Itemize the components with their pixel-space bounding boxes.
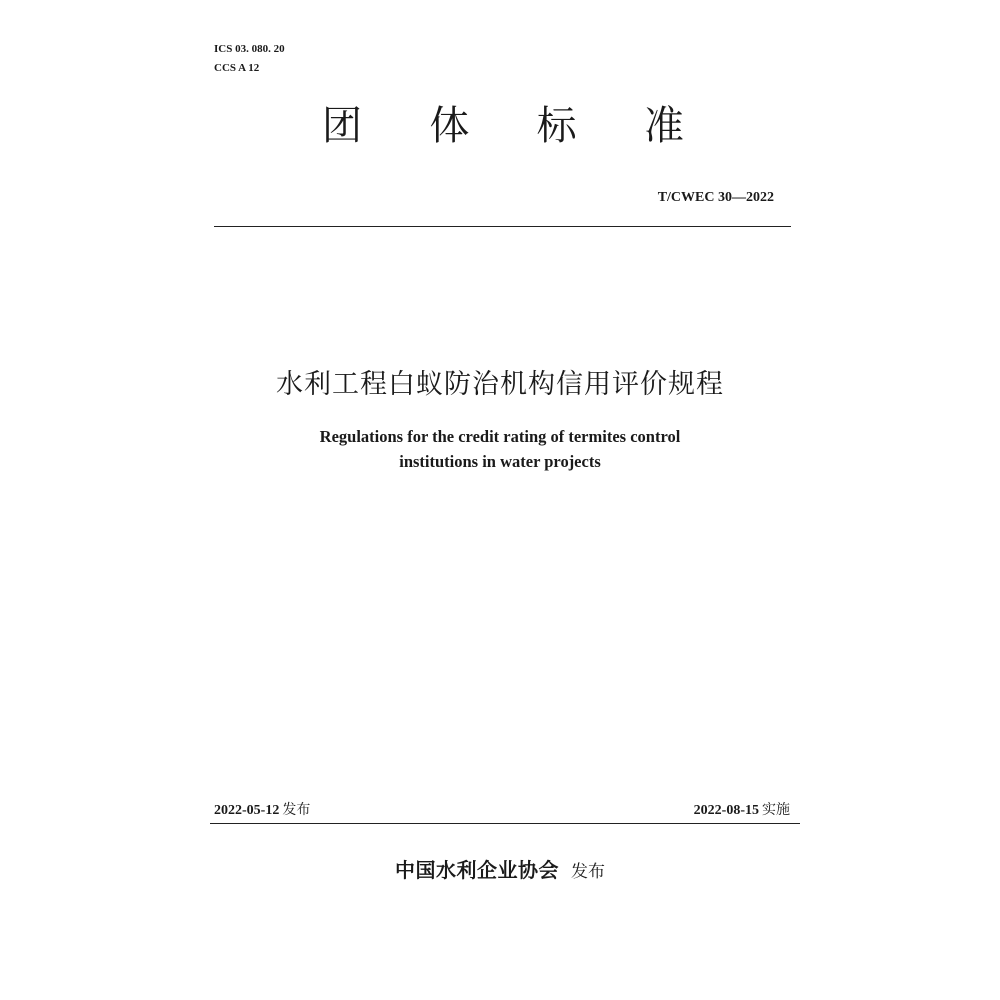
publisher-action: 发布 [571,862,605,882]
standard-type-char-1: 团 [322,103,362,149]
standard-type-char-4: 准 [643,103,684,149]
publisher-block [0,854,1000,883]
implementation-date: 2022-08-15 [693,803,759,818]
english-title [0,424,1000,474]
chinese-title: 水利工程白蚁防治机构信用评价规程 [276,369,724,400]
issue-date-block [214,799,310,819]
classification-codes [214,40,285,78]
ccs-code: CCS A 12 [214,62,260,74]
implementation-label: 实施 [762,802,790,818]
english-title-line-2: institutions in water projects [399,452,601,471]
issue-date: 2022-05-12 [214,803,280,818]
standard-type-heading [214,98,694,154]
publisher-organization: 中国水利企业协会 [395,858,559,882]
implementation-date-block [694,799,790,819]
standard-type-char-2: 体 [429,103,470,149]
standard-type-char-3: 标 [536,103,577,149]
english-title-line-1: Regulations for the credit rating of termites control [319,427,681,446]
header-divider [214,226,791,227]
issue-label: 发布 [282,802,311,818]
ics-code: ICS 03. 080. 20 [214,43,285,55]
standard-number: T/CWEC 30—2022 [657,190,774,205]
footer-divider [210,823,800,824]
